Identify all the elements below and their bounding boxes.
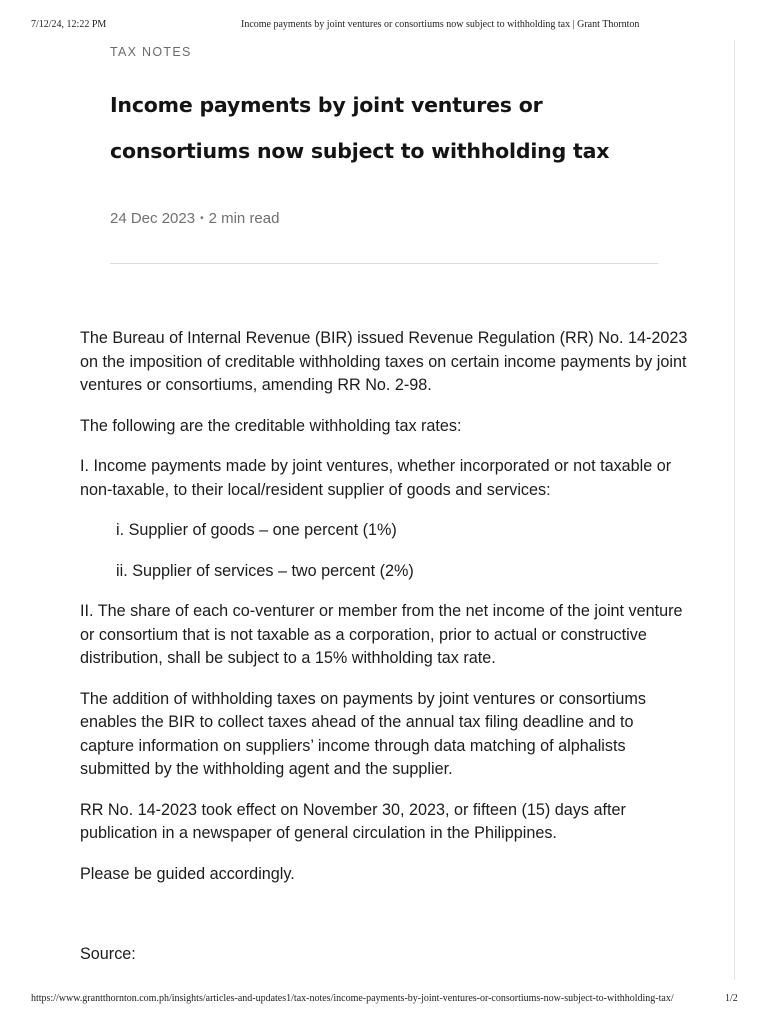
print-timestamp: 7/12/24, 12:22 PM [31,19,107,30]
source-label: Source: [80,945,136,963]
list-item-services: ii. Supplier of services – two percent (2%) [116,561,414,580]
paragraph-rationale: The addition of withholding taxes on payments by joint ventures or consortiums enables the BIR to collect taxes ahead of the annual tax filing deadline and to capture information on suppliers’ income through data matching of alphalists submitted by the withholding agent and the supplier. [80,689,646,778]
paragraph-rates-lead: The following are the creditable withholding tax rates: [80,416,462,435]
header-divider [110,263,658,264]
list-item-goods: i. Supplier of goods – one percent (1%) [116,521,397,539]
meta-separator: • [200,213,204,224]
print-url[interactable]: https://www.grantthornton.com.ph/insights/articles-and-updates1/tax-notes/income-payments-by-joint-ventures-or-consortiums-now-subject-to-withholding-tax/ [31,993,674,1004]
page-number: 1/2 [725,993,738,1004]
paragraph-item-two: II. The share of each co-venturer or member from the net income of the joint venture or consortium that is not taxable as a corporation, prior to actual or constructive distribution, shall be subject to a 15% withholding tax rate. [80,602,683,667]
print-page-title: Income payments by joint ventures or consortiums now subject to withholding tax | Grant Thornton [241,19,640,30]
article-date: 24 Dec 2023 [110,210,196,227]
article-title: Income payments by joint ventures or consortiums now subject to withholding tax [110,93,610,163]
article-meta [110,210,279,227]
page-edge-divider [734,40,735,980]
print-footer [0,993,768,1007]
article-body [80,327,690,984]
paragraph-intro: The Bureau of Internal Revenue (BIR) issued Revenue Regulation (RR) No. 14-2023 on the imposition of creditable withholding taxes on certain income payments by joint ventures or consortiums, amending RR No. 2-98. [80,329,688,394]
paragraph-item-one: I. Income payments made by joint ventures, whether incorporated or not taxable or non-taxable, to their local/resident supplier of goods and services: [80,457,672,499]
article-category[interactable]: TAX NOTES [110,45,192,59]
paragraph-effectivity: RR No. 14-2023 took effect on November 30, 2023, or fifteen (15) days after publication in a newspaper of general circulation in the Philippines. [80,800,626,842]
paragraph-closing: Please be guided accordingly. [80,864,295,883]
article-read-time: 2 min read [208,210,280,227]
print-header [0,19,768,33]
